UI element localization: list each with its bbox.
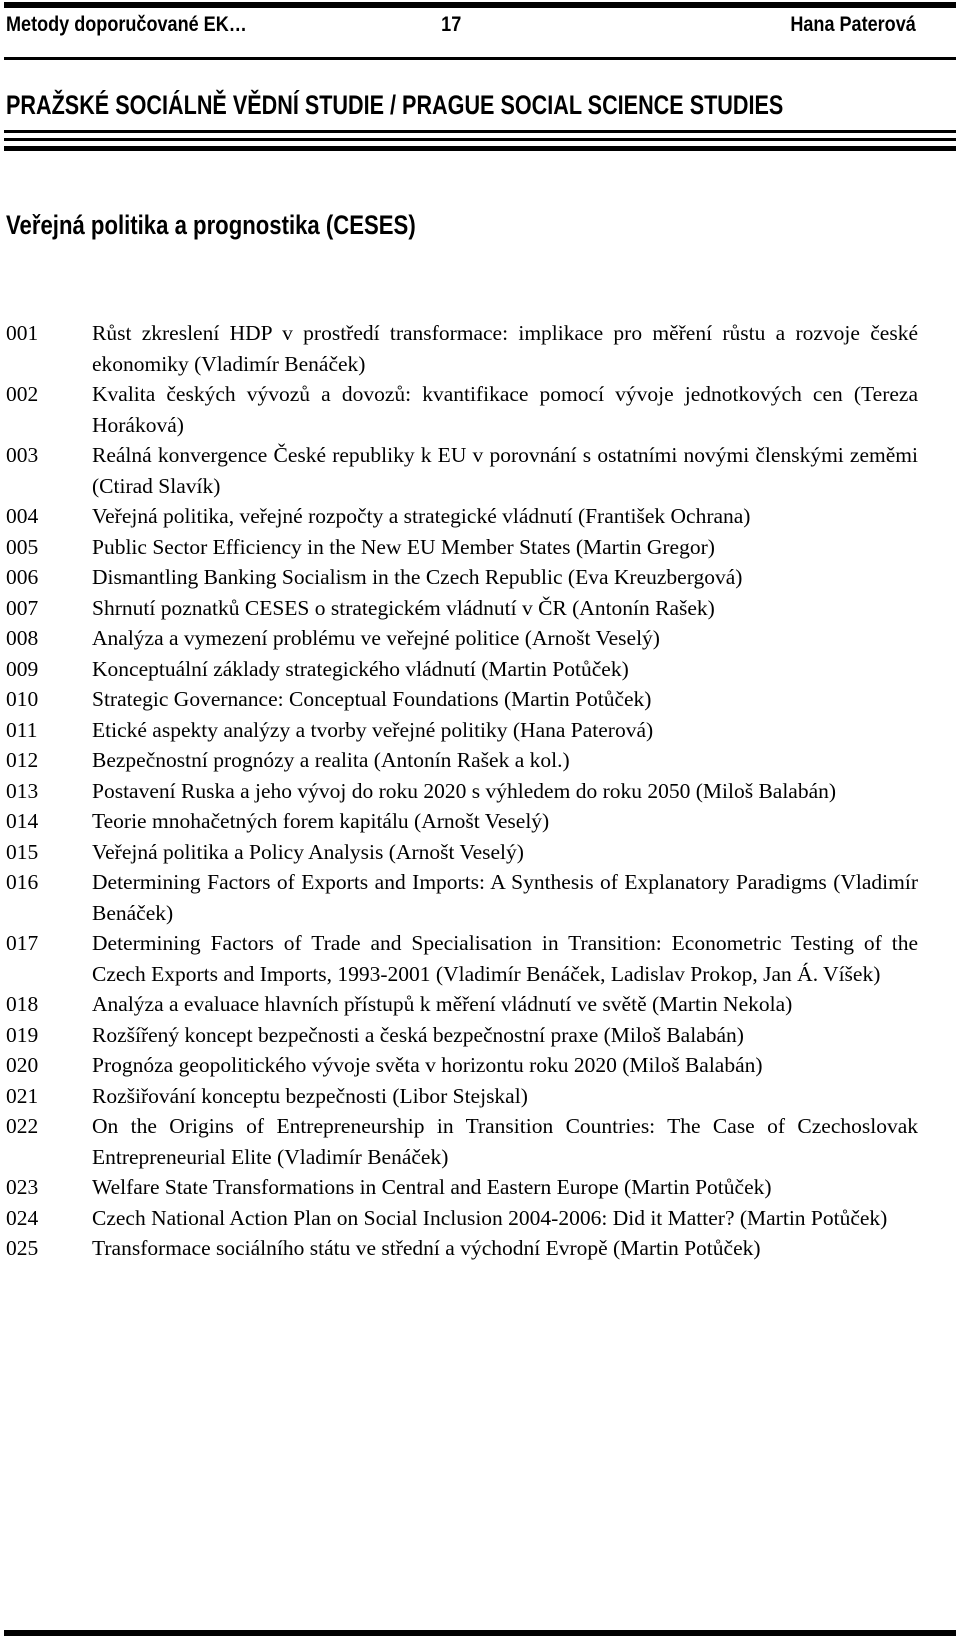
item-number: 007 [6,595,39,620]
item-title: Etické aspekty analýzy a tvorby veřejné politiky (Hana Paterová) [92,717,654,742]
publication-list [0,318,960,1264]
item-number: 022 [6,1114,39,1138]
item-title: Postavení Ruska a jeho vývoj do roku 2020 s výhledem do roku 2050 (Miloš Balabán) [92,778,837,803]
item-number: 006 [6,565,39,589]
item-title: Veřejná politika a Policy Analysis (Arnošt Veselý) [92,839,524,864]
series-rule-2 [4,138,956,141]
item-title: Public Sector Efficiency in the New EU Member States (Martin Gregor) [92,534,715,559]
list-item [0,1050,960,1081]
running-header [6,13,952,47]
series-rule-3 [4,146,956,151]
item-number: 013 [6,778,39,803]
list-item [0,501,960,532]
list-item [0,532,960,563]
item-number: 002 [6,382,39,406]
header-right: Hana Paterová [790,13,916,36]
item-title: On the Origins of Entrepreneurship in Transition Countries: The Case of Czechoslovak Entrepreneurial Elite (Vladimír Benáček) [92,1114,918,1169]
item-number: 005 [6,534,39,559]
item-number: 025 [6,1236,39,1260]
item-number: 010 [6,687,39,711]
series-rule-1 [4,130,956,133]
list-item [0,379,960,440]
list-item [0,715,960,746]
list-item [0,684,960,715]
list-item [0,318,960,379]
item-title: Rozšířený koncept bezpečnosti a česká bezpečnostní praxe (Miloš Balabán) [92,1022,744,1047]
item-number: 012 [6,748,39,772]
list-item [0,1020,960,1051]
item-title: Kvalita českých vývozů a dovozů: kvantifikace pomocí vývoje jednotkových cen (Tereza Horáková) [92,382,918,437]
list-item [0,1172,960,1203]
list-item [0,654,960,685]
list-item [0,440,960,501]
item-title: Konceptuální základy strategického vládnutí (Martin Potůček) [92,656,629,681]
item-number: 019 [6,1022,39,1047]
item-number: 017 [6,931,39,955]
item-title: Analýza a evaluace hlavních přístupů k měření vládnutí ve světě (Martin Nekola) [92,992,793,1016]
item-title: Determining Factors of Exports and Imports: A Synthesis of Explanatory Paradigms (Vladimír Benáček) [92,870,918,925]
header-left: Metody doporučované EK… [6,13,247,36]
item-title: Transformace sociálního státu ve střední a východní Evropě (Martin Potůček) [92,1236,761,1260]
item-title: Dismantling Banking Socialism in the Czech Republic (Eva Kreuzbergová) [92,565,743,589]
item-title: Determining Factors of Trade and Specialisation in Transition: Econometric Testing of the Czech Exports and Imports, 1993-2001 (Vladimír Benáček, Ladislav Prokop, Jan Á. Víšek) [92,931,918,986]
item-number: 008 [6,626,39,650]
item-number: 011 [6,717,38,742]
section-title: Veřejná politika a prognostika (CESES) [6,210,416,240]
list-item [0,867,960,928]
list-item [0,1111,960,1172]
series-title: PRAŽSKÉ SOCIÁLNĚ VĚDNÍ STUDIE / PRAGUE SOCIAL SCIENCE STUDIES [6,90,784,120]
item-title: Rozšiřování konceptu bezpečnosti (Libor Stejskal) [92,1083,528,1108]
bottom-rule [4,1630,956,1636]
list-item [0,623,960,654]
item-number: 014 [6,809,39,833]
item-title: Růst zkreslení HDP v prostředí transformace: implikace pro měření růstu a rozvoje české ekonomiky (Vladimír Benáček) [92,321,918,376]
item-number: 001 [6,321,39,345]
list-item [0,1081,960,1112]
item-number: 015 [6,839,39,864]
item-title: Strategic Governance: Conceptual Foundations (Martin Potůček) [92,687,652,711]
top-rule [4,2,956,8]
item-number: 018 [6,992,39,1016]
item-title: Prognóza geopolitického vývoje světa v horizontu roku 2020 (Miloš Balabán) [92,1053,763,1077]
item-title: Bezpečnostní prognózy a realita (Antonín Rašek a kol.) [92,748,570,772]
list-item [0,928,960,989]
item-title: Veřejná politika, veřejné rozpočty a strategické vládnutí (František Ochrana) [92,504,751,528]
item-number: 023 [6,1175,39,1199]
item-title: Analýza a vymezení problému ve veřejné politice (Arnošt Veselý) [92,626,660,650]
item-number: 021 [6,1083,39,1108]
list-item [0,745,960,776]
item-title: Teorie mnohačetných forem kapitálu (Arnošt Veselý) [92,809,550,833]
list-item [0,989,960,1020]
item-title: Reálná konvergence České republiky k EU v porovnání s ostatními novými členskými zeměmi (Ctirad Slavík) [92,443,918,498]
list-item [0,837,960,868]
list-item [0,1233,960,1264]
header-rule [4,57,956,60]
list-item [0,776,960,807]
list-item [0,1203,960,1234]
list-item [0,593,960,624]
item-number: 004 [6,504,39,528]
item-number: 016 [6,870,39,894]
item-number: 003 [6,443,39,467]
list-item [0,562,960,593]
item-title: Welfare State Transformations in Central and Eastern Europe (Martin Potůček) [92,1175,772,1199]
page-number: 17 [441,13,462,36]
item-number: 020 [6,1053,39,1077]
list-item [0,806,960,837]
item-title: Shrnutí poznatků CESES o strategickém vládnutí v ČR (Antonín Rašek) [92,595,715,620]
item-number: 009 [6,656,39,681]
item-title: Czech National Action Plan on Social Inclusion 2004-2006: Did it Matter? (Martin Potůček) [92,1205,888,1230]
item-number: 024 [6,1205,39,1230]
